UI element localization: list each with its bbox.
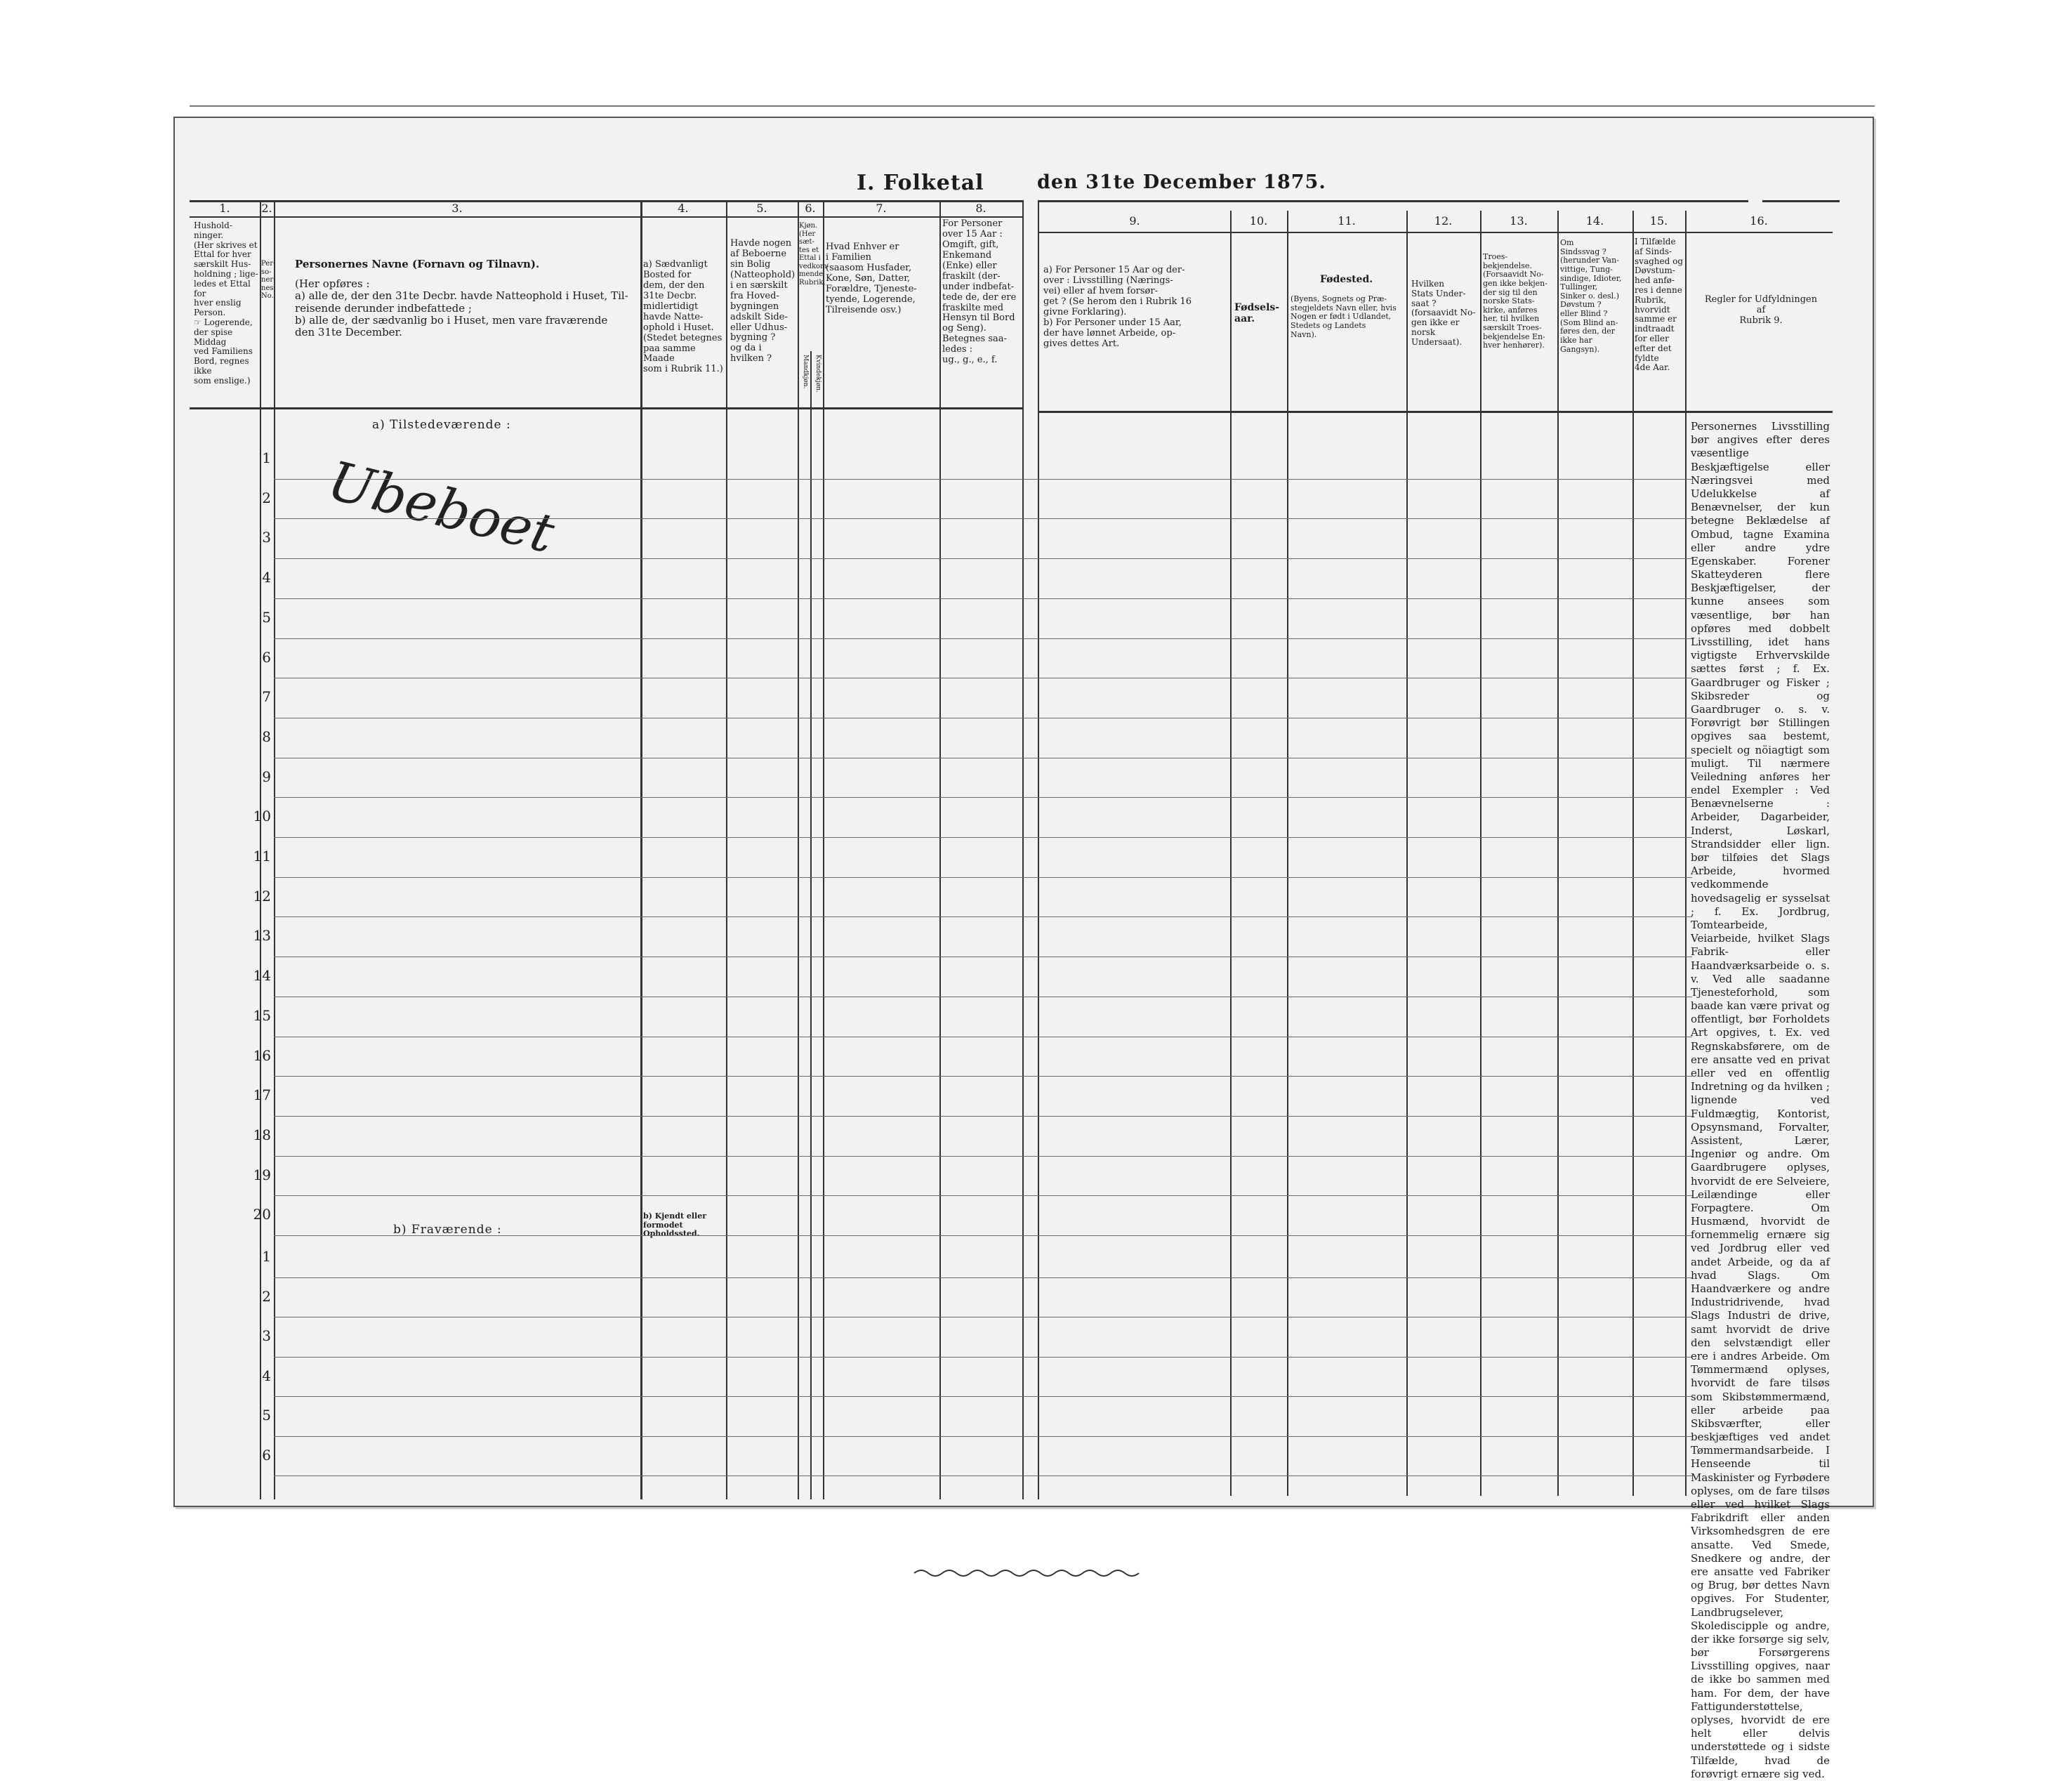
col-line-13 [1557,211,1559,1496]
col-line-10 [1287,211,1288,1496]
col-num-14: 14. [1585,214,1604,228]
col-line-9 [1230,211,1232,1496]
col-line-6a [810,351,812,1499]
col-header-8: For Personer over 15 Aar : Omgift, gift, Enkemand (Enke) eller fraskilt (der- under indbefat- tede de, der ere fraskilte med Hensyn til Bord og Seng). Betegnes saa- ledes : ug., g., e., f. [942,218,1017,366]
row-number-a: 20 [253,1206,271,1223]
row-line-a [274,598,1692,599]
col-line-4 [726,200,727,1499]
colnum-line-left [190,216,1023,218]
col-header-6-female: Kvindekjøn. [814,355,821,393]
colnum-line-right [1039,232,1833,233]
row-number-a: 1 [262,449,271,466]
col-header-15: I Tilfælde af Sinds- svaghed og Døvstum- hed anfø- res i denne Rubrik, hvorvidt samme er indtraadt for eller efter det fyldte 4de Aar. [1635,237,1684,373]
row-line-a [274,916,1692,917]
col-line-2 [274,200,275,1499]
row-number-b: 6 [262,1446,271,1464]
col-line-11 [1406,211,1408,1496]
col-header-3-heading: Personernes Navne (Fornavn og Tilnavn). [295,258,540,270]
col-header-12: Hvilken Stats Under- saat ? (forsaavidt No- gen ikke er norsk Undersaat). [1411,279,1476,347]
section-b-col4-label: b) Kjendt eller formodet Opholdssted. [643,1211,707,1239]
bottom-scribble-mark [913,1565,1180,1580]
col-num-4: 4. [678,202,689,215]
row-line-a [274,797,1692,798]
col-num-5: 5. [756,202,767,215]
row-number-b: 4 [262,1367,271,1384]
col-header-6: Kjøn. (Her sæt- tes et Ettal i vedkom- mende Rubrik. [799,222,829,287]
row-number-b: 5 [262,1407,271,1424]
row-number-b: 2 [262,1287,271,1305]
row-line-a [274,1195,1692,1196]
row-number-a: 18 [253,1126,271,1143]
col-num-7: 7. [876,202,887,215]
col-header-11-heading: Fødested. [1320,274,1373,285]
col-line-15 [1685,211,1687,1496]
row-number-a: 8 [262,728,271,745]
col-num-16: 16. [1750,214,1768,228]
row-number-a: 3 [262,529,271,546]
col-num-6: 6. [805,202,816,215]
row-number-a: 12 [253,887,271,905]
col-line-12 [1480,211,1482,1496]
row-line-b [274,1436,1692,1437]
header-bottom-line-right [1039,411,1833,413]
row-number-b: 1 [262,1248,271,1265]
col-num-3: 3. [451,202,463,215]
header-top-line-right [1762,200,1840,202]
col-num-15: 15. [1649,214,1668,228]
header-top-line-mid [1039,200,1748,202]
row-number-a: 10 [253,808,271,825]
row-number-a: 17 [253,1086,271,1104]
row-number-a: 14 [253,967,271,985]
col-header-10: Fødsels- aar. [1234,302,1280,325]
col-header-14: Om Sindssvag ? (herunder Van- vittige, Tung- sindige, Idioter, Tullinger, Sinker o. desl.) Døvstum ? eller Blind ? (Som Blind an- føres den, der ikke har Gangsyn). [1560,238,1622,354]
row-number-a: 7 [262,688,271,706]
col-line-8 [1022,200,1024,1499]
row-line-b [274,1277,1692,1278]
row-number-a: 5 [262,608,271,626]
row-number-a: 9 [262,768,271,785]
col-num-2: 2. [261,202,272,215]
row-line-a [274,1116,1692,1117]
row-line-a [274,1076,1692,1077]
col-num-12: 12. [1434,214,1453,228]
col-num-9: 9. [1129,214,1140,228]
row-line-a [274,638,1692,639]
col-header-9: a) For Personer 15 Aar og der- over : Livsstilling (Nærings- vei) eller af hvem forsør- get ? (Se herom den i Rubrik 16 givne Forklaring). b) For Personer under 15 Aar, der have lønnet Arbeide, op- gives dettes Art. [1043,265,1192,349]
col-header-11: (Byens, Sognets og Præ- stegjeldets Navn eller, hvis Nogen er født i Udlandet, Stedets og Landets Navn). [1291,294,1397,339]
section-b-label: b) Fraværende : [393,1223,502,1237]
row-line-a [274,877,1692,878]
col-header-7: Hvad Enhver er i Familien (saasom Husfader, Kone, Søn, Datter, Forældre, Tjeneste- tyende, Logerende, Tilreisende osv.) [826,242,917,315]
row-line-a [274,1235,1692,1236]
row-line-b [274,1396,1692,1397]
col-num-1: 1. [219,202,230,215]
col-num-10: 10. [1249,214,1268,228]
handwritten-entry: Ubeboet [322,449,561,565]
row-number-a: 15 [253,1006,271,1024]
page-back-edge [190,105,1875,114]
col-num-11: 11. [1338,214,1356,228]
row-number-a: 16 [253,1046,271,1064]
col-header-3: (Her opføres : a) alle de, der den 31te Decbr. havde Natteophold i Huset, Til- reisende derunder indbefattede ; b) alle de, der sædvanlig bo i Huset, men vare fraværende den 31te December. [295,277,628,339]
col-line-14 [1632,211,1634,1496]
row-number-a: 11 [253,848,271,865]
col-header-1: Hushold- ninger. (Her skrives et Ettal for hver særskilt Hus- holdning ; lige- ledes et Ettal for hver enslig Person. ☞ Logerende, der spise Middag ved Familiens Bord, regnes ikke som enslige.) [194,221,258,386]
row-number-a: 19 [253,1166,271,1183]
row-number-a: 13 [253,927,271,945]
col-header-13: Troes- bekjendelse. (Forsaavidt No- gen ikke bekjen- der sig til den norske Stats- kirke, anføres her, til hvilken særskilt Troes- bekjendelse En- hver henhører). [1483,252,1548,350]
form-title-left: I. Folketal [857,171,984,195]
row-number-b: 3 [262,1327,271,1344]
header-bottom-line-left [190,407,1023,409]
row-line-a [274,518,1692,519]
row-line-a [274,837,1692,838]
col-line-3 [640,200,642,1499]
col-header-2: Per- so- ner- nes No. [261,260,276,300]
col-header-5: Havde nogen af Beboerne sin Bolig (Natteophold) i en særskilt fra Hoved- bygningen adskilt Side- eller Udhus- bygning ? og da i hvilken ? [730,238,796,364]
row-number-a: 2 [262,489,271,506]
form-title-right: den 31te December 1875. [1037,171,1326,193]
rules-text: Personernes Livsstilling bør angives efter deres væsentlige Beskjæftigelse eller Næringsvei med Udelukkelse af Benævnelser, der kun betegne Beklædelse af Ombud, tagne Examina eller andre ydre Egenskaber. Forener Skatteyderen flere Beskjæftigelser, der kunne ansees som væsentlige, bør han opføres med dobbelt Livsstilling, idet hans vigtigste Erhvervskilde sættes først ; f. Ex. Gaardbruger og Fisker ; Skibsreder og Gaardbruger o. s. v. Forøvrigt bør Stillingen opgives saa bestemt, specielt og nöiagtigt som muligt. Til nærmere Veiledning anføres her endel Exempler : Ved Benævnelserne : Arbeider, Dagarbeider, Inderst, Løskarl, Strandsidder eller lign. bør tilføies det Slags Arbeide, hvormed vedkommende hovedsagelig er sysselsat ; f. Ex. Jordbrug, Tomtearbeide, Veiarbeide, hvilket Slags Fabrik- eller Haandværksarbeide o. s. v. Ved alle saadanne Tjenesteforhold, som baade kan være privat og offentligt, bør Forholdets Art opgives, t. Ex. ved Regnskabsførere, om de ere ansatte ved en privat eller ved en offentlig Indretning og da hvilken ; lignende ved Fuldmægtig, Kontorist, Opsynsmand, Forvalter, Assistent, Lærer, Ingeniør og andre. Om Gaardbrugere oplyses, hvorvidt de ere Selveiere, Leilændinge eller Forpagtere. Om Husmænd, hvorvidt de fornemmelig ernære sig ved Jordbrug eller ved andet Arbeide, og da af hvad Slags. Om Haandværkere og andre Industridrivende, hvad Slags Industri de drive, samt hvorvidt de drive den selvstændigt eller ere i andres Arbeide. Om Tømmermænd oplyses, hvorvidt de fare tilsøs som Skibstømmermænd, eller arbeide paa Skibsværfter, eller beskjæftiges ved andet Tømmermandsarbeide. I Henseende til Maskinister og Fyrbødere oplyses, om de fare tilsøs eller ved hvilket Slags Fabrikdrift eller anden Virksomhedsgren de ere ansatte. Ved Smede, Snedkere og andre, der ere ansatte ved Fabriker og Brug, bør dettes Navn opgives. For Studenter, Landbrugselever, Skolediscipple og andre, der ikke forsørge sig selv, bør Forsørgerens Livsstilling opgives, naar de ikke bo sammen med ham. For dem, der have Fattigunderstøttelse, oplyses, hvorvidt de ere helt eller delvis understøttede og i sidste Tilfælde, hvad de forøvrigt ernære sig ved. [1691,420,1830,1780]
col-header-6-male: Mandkjøn. [802,355,809,389]
row-line-a [274,1156,1692,1157]
col-line-9-left [1038,200,1039,1499]
row-line-b [274,1357,1692,1358]
row-number-a: 4 [262,569,271,586]
row-line-a [274,479,1692,480]
col-num-8: 8. [975,202,986,215]
col-header-16: Regler for Udfyldningen af Rubrik 9. [1704,294,1818,326]
col-line-6 [823,200,824,1499]
col-line-7 [939,200,941,1499]
col-header-4: a) Sædvanligt Bosted for dem, der den 31te Decbr. midlertidigt havde Natte- ophold i Huset. (Stedet betegnes paa samme Maade som i Rubrik 11.) [643,259,723,375]
col-line-5 [798,200,799,1499]
section-a-label: a) Tilstedeværende : [372,418,511,432]
row-line-a [274,558,1692,559]
row-number-a: 6 [262,648,271,666]
col-num-13: 13. [1510,214,1528,228]
